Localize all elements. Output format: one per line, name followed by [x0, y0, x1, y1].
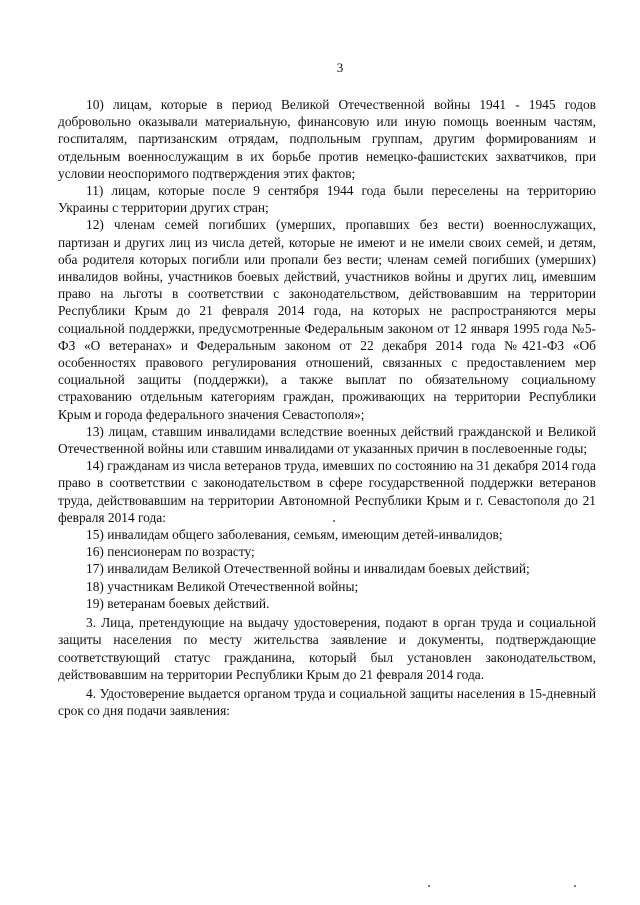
paragraph-item-13: 13) лицам, ставшим инвалидами вследствие военных действий гражданской и Великой Отечественной войны или ставшим инвалидами от указанных причин в послевоенные годы; [58, 423, 596, 457]
paragraph-section-4: 4. Удостоверение выдается органом труда и социальной защиты населения в 15-дневный срок со дня подачи заявления: [58, 685, 596, 719]
paragraph-item-16: 16) пенсионерам по возрасту; [86, 544, 255, 560]
paragraph-item-12: 12) членам семей погибших (умерших, пропавших без вести) военнослужащих, партизан и других лиц из числа детей, которые не имеют и не имели своих семей, и детям, оба родителя которых погибли или пропали без вести; членам семей погибших (умерших) инвалидов войны, участников боевых действий, участников войны и других лиц, имевшим право на льготы в соответствии с законодательством, действовавшим на территории Республики Крым до 21 февраля 2014 года, на которых не распространяются меры социальной поддержки, предусмотренные Федеральным законом от 12 января 1995 года №5-ФЗ «О ветеранах» и Федеральным законом от 22 декабря 2014 года №421-ФЗ «Об особенностях правового регулирования отношений, связанных с предоставлением мер социальной защиты (поддержки), а также выплат по обязательному социальному страхованию отдельным категориям граждан, проживающих на территории Республики Крым и города федерального значения Севастополя»; [58, 217, 596, 422]
paragraph-item-10: 10) лицам, которые в период Великой Отечественной войны 1941 - 1945 годов добровольно оказывали материальную, финансовую или иную помощь военным частям, госпиталям, партизанским отрядам, подпольным группам, другим формированиям и отдельным военнослужащим в их борьбе против немецко-фашистских захватчиков, при условии неоспоримого подтверждения этих фактов; [58, 97, 596, 181]
page-number: 3 [336, 60, 344, 75]
paragraph-section-3: 3. Лица, претендующие на выдачу удостоверения, подают в орган труда и социальной защиты населения по месту жительства заявление и документы, подтверждающие соответствующий статус гражданина, который был установлен законодательством, действовавшим на территории Республики Крым до 21 февраля 2014 года. [58, 615, 596, 682]
scan-speck [428, 885, 430, 887]
scan-speck [574, 885, 576, 887]
paragraph-item-18: 18) участникам Великой Отечественной войны; [86, 578, 359, 594]
paragraph-item-15: 15) инвалидам общего заболевания, семьям, имеющим детей-инвалидов; [86, 527, 503, 543]
document-body [58, 96, 596, 719]
scan-speck [333, 520, 335, 522]
paragraph-item-17: 17) инвалидам Великой Отечественной войны и инвалидам боевых действий; [86, 561, 530, 577]
paragraph-item-11: 11) лицам, которые после 9 сентября 1944 года были переселены на территорию Украины с территории других стран; [58, 183, 596, 216]
paragraph-item-14: 14) гражданам из числа ветеранов труда, имевших по состоянию на 31 декабря 2014 года право в соответствии с законодательством в сфере государственной поддержки ветеранов труда, действовавшим на территории Автономной Республики Крым и г. Севастополя до 21 февраля 2014 года: [58, 458, 596, 525]
paragraph-item-19: 19) ветеранам боевых действий. [86, 595, 270, 611]
